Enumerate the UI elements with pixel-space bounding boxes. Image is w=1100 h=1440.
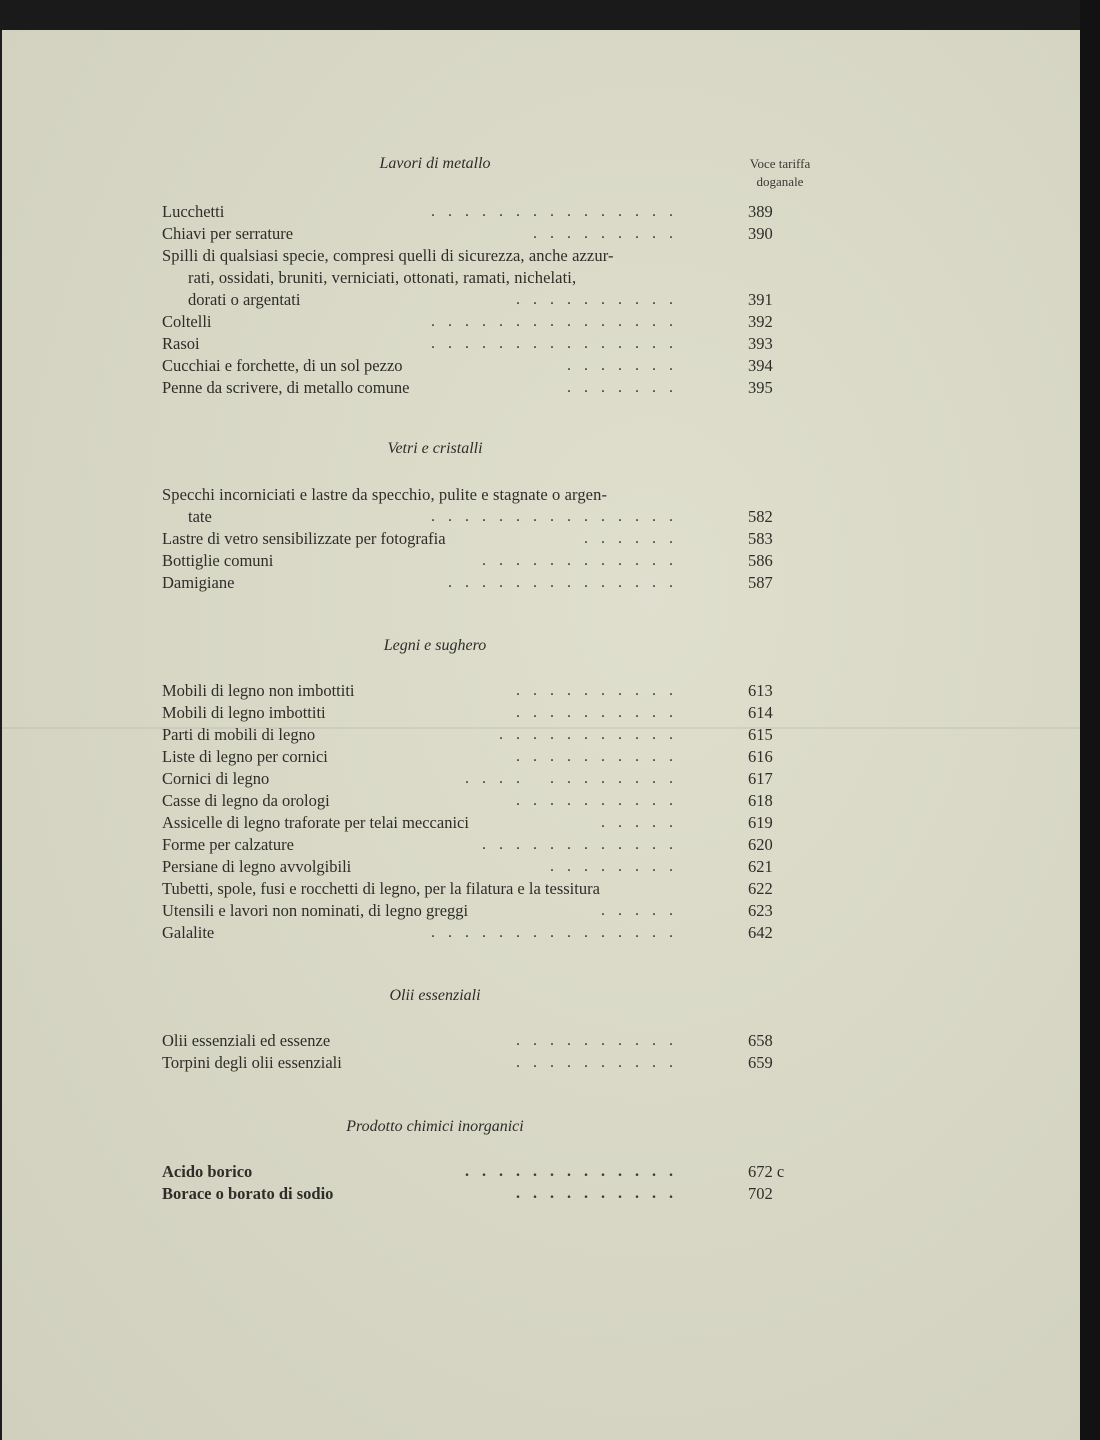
list-item <box>162 922 790 944</box>
item-label: Spilli di qualsiasi specie, compresi quelli di sicurezza, anche azzur- <box>162 246 614 265</box>
item-code: 391 <box>748 290 773 309</box>
item-code: 659 <box>748 1053 773 1072</box>
leader-dots: ............ <box>482 552 686 569</box>
list-item <box>162 245 790 267</box>
item-label: Assicelle di legno traforate per telai meccanici <box>162 813 469 832</box>
leader-dots: .... ........ <box>465 770 686 787</box>
item-label: Utensili e lavori non nominati, di legno greggi <box>162 901 469 920</box>
list-item <box>162 267 790 289</box>
item-code: 658 <box>748 1031 773 1050</box>
list-item <box>162 1052 790 1074</box>
item-label: Forme per calzature <box>162 835 294 854</box>
item-label: Mobili di legno imbottiti <box>162 703 326 722</box>
item-code: 623 <box>748 901 773 920</box>
item-code: 702 <box>748 1184 773 1203</box>
item-code: 614 <box>748 703 773 722</box>
item-code: 389 <box>748 202 773 221</box>
list-item <box>162 680 790 702</box>
item-label: Chiavi per serrature <box>162 224 294 243</box>
item-label: Coltelli <box>162 312 212 331</box>
leader-dots: ..... <box>601 814 686 831</box>
item-code: 622 <box>748 879 773 898</box>
list-item <box>162 484 790 506</box>
item-label: Parti di mobili di legno <box>162 725 316 744</box>
item-code: 392 <box>748 312 773 331</box>
leader-dots: .......... <box>516 704 686 721</box>
leader-dots: ............. <box>465 1163 686 1180</box>
leader-dots: ....... <box>567 357 686 374</box>
item-label: Bottiglie comuni <box>162 551 274 570</box>
item-label: Tubetti, spole, fusi e rocchetti di legno, per la filatura e la tessitura <box>162 879 600 898</box>
item-code: 615 <box>748 725 773 744</box>
item-label: Rasoi <box>162 334 200 353</box>
leader-dots: ............... <box>431 335 686 352</box>
item-code: 394 <box>748 356 773 375</box>
column-header-line-2: doganale <box>756 174 804 189</box>
column-header <box>740 155 820 191</box>
list-item <box>162 746 790 768</box>
item-label: rati, ossidati, bruniti, verniciati, ottonati, ramati, nichelati, <box>188 268 577 287</box>
item-code: 618 <box>748 791 773 810</box>
list-item <box>162 572 790 594</box>
item-code: 613 <box>748 681 773 700</box>
leader-dots: ............... <box>431 924 686 941</box>
list-item <box>162 812 790 834</box>
item-label: Damigiane <box>162 573 235 592</box>
leader-dots: ............... <box>431 508 686 525</box>
leader-dots: ............... <box>431 203 686 220</box>
leader-dots: ...... <box>584 530 686 547</box>
list-item <box>162 724 790 746</box>
list-item <box>162 289 790 311</box>
item-code: 390 <box>748 224 773 243</box>
scan-top-border <box>0 0 1100 30</box>
list-item <box>162 333 790 355</box>
item-code: 617 <box>748 769 773 788</box>
item-label: Liste di legno per cornici <box>162 747 328 766</box>
item-code: 582 <box>748 507 773 526</box>
column-header-line-1: Voce tariffa <box>749 156 811 171</box>
item-label: Penne da scrivere, di metallo comune <box>162 378 410 397</box>
leader-dots: .......... <box>516 792 686 809</box>
list-item <box>162 528 790 550</box>
list-item <box>162 355 790 377</box>
leader-dots: .......... <box>516 682 686 699</box>
item-code: 620 <box>748 835 773 854</box>
item-label: dorati o argentati <box>188 290 301 309</box>
leader-dots: ......... <box>533 225 686 242</box>
list-item <box>162 377 790 399</box>
item-label: Borace o borato di sodio <box>162 1184 334 1203</box>
item-label: Olii essenziali ed essenze <box>162 1031 331 1050</box>
item-label: Lucchetti <box>162 202 225 221</box>
list-item <box>162 900 790 922</box>
list-item <box>162 702 790 724</box>
list-item <box>162 856 790 878</box>
list-item <box>162 878 790 900</box>
item-label: Cornici di legno <box>162 769 270 788</box>
section-title: Lavori di metallo <box>379 155 491 172</box>
item-label: Mobili di legno non imbottiti <box>162 681 355 700</box>
item-label: Persiane di legno avvolgibili <box>162 857 352 876</box>
item-code: 621 <box>748 857 773 876</box>
list-item <box>162 1183 790 1205</box>
item-label: Lastre di vetro sensibilizzate per fotografia <box>162 529 446 548</box>
list-item <box>162 550 790 572</box>
item-label: Torpini degli olii essenziali <box>162 1053 342 1072</box>
item-label: Specchi incorniciati e lastre da specchio, pulite e stagnate o argen- <box>162 485 608 504</box>
list-item <box>162 311 790 333</box>
item-label: Cucchiai e forchette, di un sol pezzo <box>162 356 403 375</box>
item-code: 586 <box>748 551 773 570</box>
item-label: tate <box>188 507 212 526</box>
leader-dots: .......... <box>516 748 686 765</box>
list-item <box>162 506 790 528</box>
leader-dots: ....... <box>567 379 686 396</box>
leader-dots: .............. <box>448 574 686 591</box>
list-item <box>162 201 790 223</box>
section-title: Legni e sughero <box>383 637 487 654</box>
leader-dots: ..... <box>601 902 686 919</box>
item-code: 583 <box>748 529 773 548</box>
leader-dots: .......... <box>516 1185 686 1202</box>
scan-right-border <box>1080 0 1100 1440</box>
leader-dots: .......... <box>516 291 686 308</box>
section-title: Prodotto chimici inorganici <box>346 1118 524 1135</box>
item-label: Casse di legno da orologi <box>162 791 330 810</box>
item-code: 393 <box>748 334 773 353</box>
list-item <box>162 790 790 812</box>
leader-dots: .......... <box>516 1032 686 1049</box>
list-item <box>162 1161 790 1183</box>
item-code: 672 c <box>748 1162 785 1181</box>
document-page <box>2 30 1080 1440</box>
item-label: Galalite <box>162 923 215 942</box>
leader-dots: ............... <box>431 313 686 330</box>
section-title: Olii essenziali <box>389 987 481 1004</box>
leader-dots: .......... <box>516 1054 686 1071</box>
list-item <box>162 834 790 856</box>
item-label: Acido borico <box>162 1162 253 1181</box>
item-code: 587 <box>748 573 773 592</box>
item-code: 642 <box>748 923 773 942</box>
section-title: Vetri e cristalli <box>387 440 483 457</box>
leader-dots: ........... <box>499 726 686 743</box>
tariff-list <box>2 30 1080 1440</box>
item-code: 619 <box>748 813 773 832</box>
list-item <box>162 1030 790 1052</box>
list-item <box>162 223 790 245</box>
item-code: 395 <box>748 378 773 397</box>
leader-dots: ............ <box>482 836 686 853</box>
leader-dots: ........ <box>550 858 686 875</box>
item-code: 616 <box>748 747 773 766</box>
list-item <box>162 768 790 790</box>
